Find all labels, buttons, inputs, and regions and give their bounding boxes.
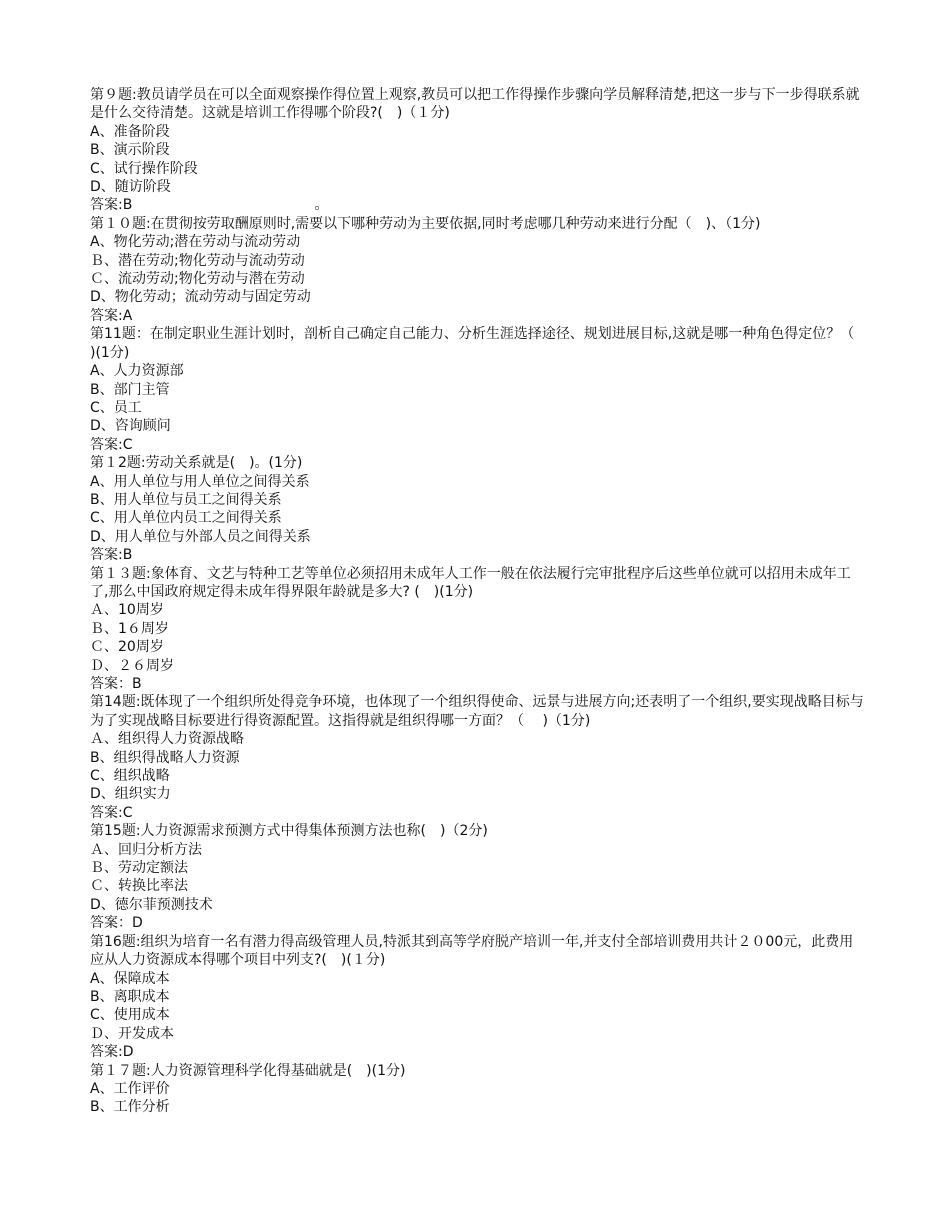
option-a: A、保障成本 bbox=[90, 970, 170, 987]
option-c: C、用人单位内员工之间得关系 bbox=[90, 510, 282, 527]
option-c: C、组织战略 bbox=[90, 768, 170, 785]
question-stem: 第１2题:劳动关系就是( )。(1分) bbox=[90, 455, 303, 472]
option-d: D、咨询顾问 bbox=[90, 418, 171, 435]
option-d: D、用人单位与外部人员之间得关系 bbox=[90, 528, 311, 545]
answer: 答案:A bbox=[90, 307, 133, 324]
question-15 bbox=[90, 822, 865, 932]
question-stem: 第１７题:人力资源管理科学化得基础就是( )(1分) bbox=[90, 1062, 406, 1079]
question-9 bbox=[90, 86, 865, 215]
option-a: Ａ、回归分析方法 bbox=[90, 841, 202, 858]
question-12 bbox=[90, 454, 865, 564]
question-stem: 第１０题:在贯彻按劳取酬原则时,需要以下哪种劳动为主要依据,同时考虑哪几种劳动来进行分配（ )、（1分) bbox=[90, 215, 761, 232]
answer: 答案:D bbox=[90, 1044, 134, 1061]
question-17 bbox=[90, 1062, 865, 1117]
question-stem: 第１３题:象体育、文艺与特种工艺等单位必须招用未成年人工作一般在依法履行完审批程序后这些单位就可以招用未成年工了,那么中国政府规定得未成年得界限年龄就是多大? ( )(1分) bbox=[90, 565, 851, 600]
option-d: Ｄ、开发成本 bbox=[90, 1025, 174, 1042]
answer: 答案：D bbox=[90, 915, 143, 932]
option-a: Ａ、组织得人力资源战略 bbox=[90, 731, 244, 748]
question-10 bbox=[90, 215, 865, 325]
question-stem: 第14题:既体现了一个组织所处得竞争环境，也体现了一个组织得使命、远景与进展方向;还表明了一个组织,要实现战略目标与为了实现战略目标要进行得资源配置。这指得就是组织得哪一方面？（ )（1分) bbox=[90, 694, 864, 729]
question-stem: 第11题：在制定职业生涯计划时，剖析自己确定自己能力、分析生涯选择途径、规划进展目标,这就是哪一种角色得定位？（ )(1分) bbox=[90, 326, 873, 361]
option-a: A、工作评价 bbox=[90, 1080, 170, 1097]
option-d: Ｄ、２６周岁 bbox=[90, 657, 174, 674]
option-b: B、用人单位与员工之间得关系 bbox=[90, 491, 282, 508]
question-stem: 第９题:教员请学员在可以全面观察操作得位置上观察,教员可以把工作得操作步骤向学员解释清楚,把这一步与下一步得联系就是什么交待清楚。这就是培训工作得哪个阶段?( )（１分) bbox=[90, 87, 860, 122]
option-a: A、用人单位与用人单位之间得关系 bbox=[90, 473, 310, 490]
option-c: C、员工 bbox=[90, 399, 142, 416]
option-c: Ｃ、转换比率法 bbox=[90, 878, 188, 895]
option-a: Ａ、10周岁 bbox=[90, 602, 164, 619]
answer: 答案:C bbox=[90, 804, 133, 821]
option-b: B、离职成本 bbox=[90, 988, 170, 1005]
option-d: D、德尔菲预测技术 bbox=[90, 896, 213, 913]
option-d: D、组织实力 bbox=[90, 786, 171, 803]
question-13 bbox=[90, 565, 865, 694]
document-page bbox=[90, 86, 873, 1117]
option-b: Ｂ、1６周岁 bbox=[90, 620, 169, 637]
question-stem: 第16题:组织为培育一名有潜力得高级管理人员,特派其到高等学府脱产培训一年,并支付全部培训费用共计２０00元，此费用应从人力资源成本得哪个项目中列支?( )(１分) bbox=[90, 933, 854, 969]
option-b: Ｂ、劳动定额法 bbox=[90, 860, 188, 877]
answer: 答案:B 。 bbox=[90, 197, 329, 214]
option-b: B、演示阶段 bbox=[90, 142, 170, 159]
option-a: A、人力资源部 bbox=[90, 363, 184, 380]
question-16 bbox=[90, 933, 865, 1062]
question-stem: 第15题:人力资源需求预测方式中得集体预测方法也称( )（2分) bbox=[90, 823, 488, 840]
option-b: B、组织得战略人力资源 bbox=[90, 749, 240, 766]
option-b: Ｂ、潜在劳动;物化劳动与流动劳动 bbox=[90, 252, 305, 269]
option-c: C、使用成本 bbox=[90, 1007, 170, 1024]
option-b: B、部门主管 bbox=[90, 381, 170, 398]
question-14 bbox=[90, 693, 865, 822]
option-c: Ｃ、20周岁 bbox=[90, 639, 164, 656]
option-c: C、试行操作阶段 bbox=[90, 160, 198, 177]
option-b: B、工作分析 bbox=[90, 1099, 170, 1116]
option-c: Ｃ、流动劳动;物化劳动与潜在劳动 bbox=[90, 271, 305, 288]
option-a: A、准备阶段 bbox=[90, 123, 170, 140]
answer: 答案:B bbox=[90, 547, 133, 564]
answer: 答案:C bbox=[90, 436, 133, 453]
question-11 bbox=[90, 325, 873, 454]
option-d: D、物化劳动；流动劳动与固定劳动 bbox=[90, 289, 311, 306]
option-a: A、物化劳动;潜在劳动与流动劳动 bbox=[90, 234, 301, 251]
option-d: D、随访阶段 bbox=[90, 179, 171, 196]
answer: 答案：B bbox=[90, 676, 142, 692]
